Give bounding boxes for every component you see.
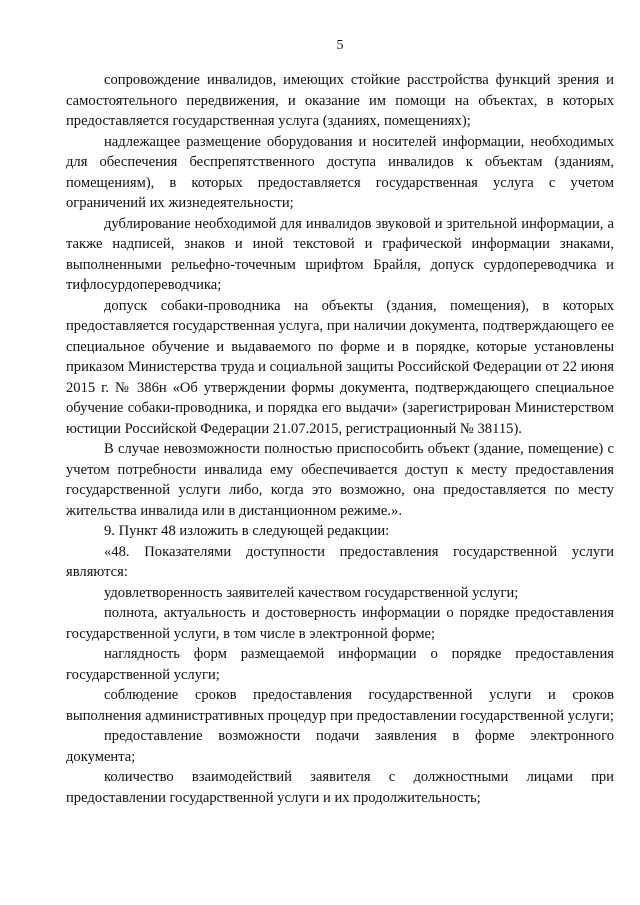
paragraph: предоставление возможности подачи заявления в форме электронного документа; xyxy=(66,728,614,765)
paragraph: наглядность форм размещаемой информации о порядке предоставления государственной услуги; xyxy=(66,646,614,683)
paragraph: соблюдение сроков предоставления государственной услуги и сроков выполнения административных процедур при предоставлении государственной услуги; xyxy=(66,687,614,724)
paragraph: В случае невозможности полностью приспособить объект (здание, помещение) с учетом потребности инвалида ему обеспечивается доступ к месту предоставления государственной услуги либо, когда это возможно, она предоставляется по месту жительства инвалида или в дистанционном режиме.». xyxy=(66,441,614,519)
paragraph: полнота, актуальность и достоверность информации о порядке предоставления государственной услуги, в том числе в электронной форме; xyxy=(66,605,614,642)
paragraph: 9. Пункт 48 изложить в следующей редакции: xyxy=(104,523,390,539)
paragraph: «48. Показателями доступности предоставления государственной услуги являются: xyxy=(66,543,614,580)
paragraph: дублирование необходимой для инвалидов звуковой и зрительной информации, а также надписей, знаков и иной текстовой и графической информации знаками, выполненными рельефно-точечным шрифтом Брайля, допуск сурдопереводчика и тифлосурдопереводчика; xyxy=(66,215,614,293)
paragraph: количество взаимодействий заявителя с должностными лицами при предоставлении государственной услуги и их продолжительность; xyxy=(66,769,614,806)
paragraph: сопровождение инвалидов, имеющих стойкие расстройства функций зрения и самостоятельного передвижения, и оказание им помощи на объектах, в которых предоставляется государственная услуга (зданиях, помещениях); xyxy=(66,72,614,129)
paragraph: удовлетворенность заявителей качеством государственной услуги; xyxy=(104,584,519,601)
paragraph: допуск собаки-проводника на объекты (здания, помещения), в которых предоставляется государственная услуга, при наличии документа, подтверждающего ее специальное обучение и выдаваемого по форме и в порядке, которые установлены приказом Министерства труда и социальной защиты Российской Федерации от 22 июня 2015 г. № 386н «Об утверждении формы документа, подтверждающего специальное обучение собаки-проводника, и порядка его выдачи» (зарегистрирован Министерством юстиции Российской Федерации 21.07.2015, регистрационный № 38115). xyxy=(66,297,614,437)
paragraph: надлежащее размещение оборудования и носителей информации, необходимых для обеспечения беспрепятственного доступа инвалидов к объектам (зданиям, помещениям), в которых предоставляется государственная услуга с учетом ограничений их жизнедеятельности; xyxy=(66,133,614,211)
page-number: 5 xyxy=(336,38,344,53)
